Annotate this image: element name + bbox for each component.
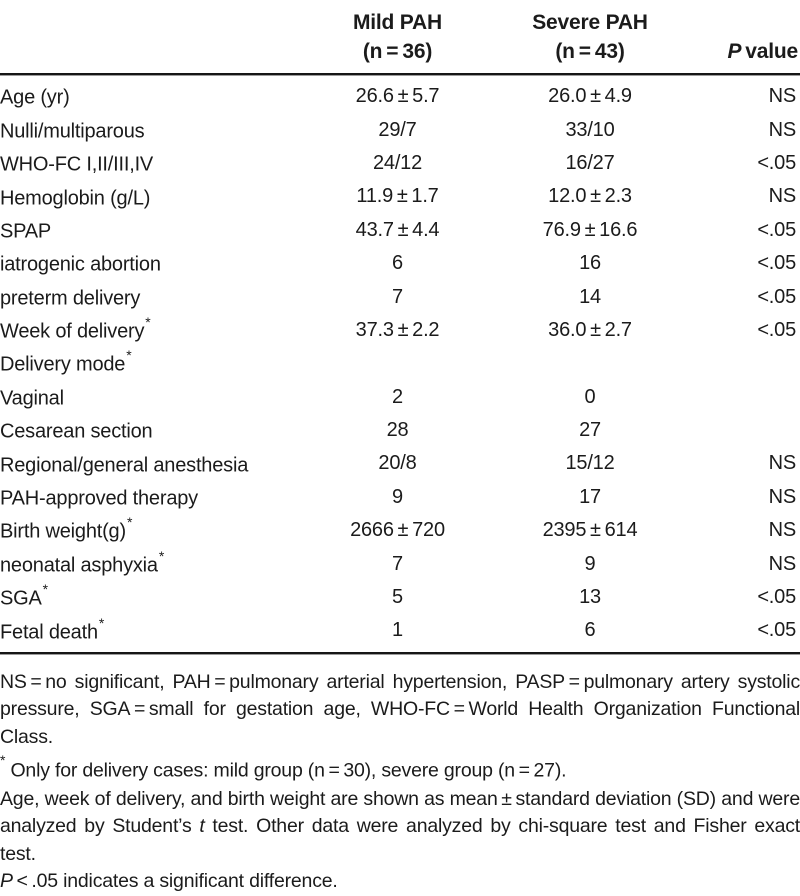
header-row [0, 6, 800, 74]
footnote-asterisk [0, 751, 800, 785]
row-label-cell [0, 74, 305, 113]
severe-value: 12.0 ± 2.3 [548, 185, 632, 208]
footnote-significance-text: < .05 indicates a significant difference. [12, 870, 338, 893]
p-value: NS [768, 485, 796, 508]
table-row [0, 514, 800, 547]
footnote-asterisk-text: Only for delivery cases: mild group (n = 30), severe group (n = 27). [5, 759, 567, 782]
header-severe-line1: Severe PAH [532, 11, 648, 34]
table-row [0, 581, 800, 614]
severe-value: 33/10 [565, 118, 615, 141]
severe-value: 16/27 [565, 151, 615, 174]
header-p-rest: value [741, 40, 798, 63]
row-label: neonatal asphyxia [0, 554, 158, 577]
header-mild-line2: (n = 36) [362, 40, 433, 63]
table-row [0, 113, 800, 146]
mild-value: 6 [392, 252, 403, 275]
severe-value: 2395 ± 614 [542, 519, 638, 542]
header-mild-pah [305, 6, 490, 74]
row-asterisk: * [145, 314, 151, 331]
mild-value: 5 [392, 586, 403, 609]
header-p-italic: P [727, 40, 742, 63]
row-asterisk: * [126, 347, 132, 364]
footnote-significance-italic-p: P [0, 870, 13, 893]
clinical-characteristics-table [0, 6, 800, 654]
row-label: Delivery mode [0, 354, 126, 377]
row-label: Nulli/multiparous [0, 120, 145, 143]
row-label-cell [0, 581, 305, 614]
row-label: Birth weight(g) [0, 521, 126, 544]
severe-value: 27 [579, 419, 601, 442]
table-row [0, 481, 800, 514]
header-severe-pah [490, 6, 690, 74]
header-p-value [690, 6, 800, 74]
table-header [0, 6, 800, 74]
table-row [0, 247, 800, 280]
p-value: NS [768, 452, 796, 475]
mild-value: 7 [392, 285, 403, 308]
row-label-cell [0, 614, 305, 652]
row-label: Cesarean section [0, 420, 153, 443]
mild-value: 9 [392, 485, 403, 508]
row-label-cell [0, 347, 305, 380]
row-label-cell [0, 147, 305, 180]
row-label-cell [0, 547, 305, 580]
row-label: Week of delivery [0, 320, 145, 343]
row-label-cell [0, 481, 305, 514]
row-label: Hemoglobin (g/L) [0, 187, 151, 210]
p-value [690, 381, 800, 414]
table-row [0, 214, 800, 247]
mild-value: 20/8 [378, 452, 417, 475]
p-value [690, 347, 800, 380]
severe-value: 13 [579, 586, 601, 609]
severe-value: 6 [490, 614, 690, 652]
table-row [0, 381, 800, 414]
row-label: preterm delivery [0, 287, 141, 310]
row-label-cell [0, 113, 305, 146]
row-label: Regional/general anesthesia [0, 454, 249, 477]
row-label-cell [0, 447, 305, 480]
row-label-cell [0, 414, 305, 447]
severe-value [490, 347, 690, 380]
footnote-methods-pre: Age, week of delivery, and birth weight are shown as mean ± standard deviation (SD) and were analyzed by Student’s [0, 787, 800, 838]
mild-value: 2 [392, 385, 403, 408]
p-value: NS [768, 519, 796, 542]
row-label-cell [0, 280, 305, 313]
mild-value [305, 347, 490, 380]
mild-value: 43.7 ± 4.4 [355, 218, 440, 241]
table-row [0, 74, 800, 113]
row-label: Vaginal [0, 387, 64, 410]
row-asterisk: * [126, 514, 133, 531]
row-label: SGA [0, 587, 42, 610]
table-row [0, 447, 800, 480]
p-value: NS [768, 552, 796, 575]
p-value: <.05 [757, 151, 796, 174]
mild-value: 29/7 [378, 118, 417, 141]
row-label-cell [0, 314, 305, 347]
mild-value: 2666 ± 720 [350, 519, 445, 542]
mild-value: 24/12 [372, 151, 423, 174]
p-value: <.05 [690, 614, 800, 652]
p-value: NS [768, 185, 796, 208]
p-value: <.05 [757, 586, 796, 609]
table-body [0, 74, 800, 653]
row-label-cell [0, 180, 305, 213]
mild-value: 1 [305, 614, 490, 652]
severe-value: 9 [584, 552, 596, 575]
severe-value: 26.0 ± 4.9 [548, 85, 632, 108]
table-row [0, 180, 800, 213]
severe-value: 15/12 [565, 452, 615, 475]
footnote-methods-post: test. Other data were analyzed by chi-square test and Fisher exact test. [0, 815, 800, 865]
row-label: WHO-FC I,II/III,IV [0, 153, 154, 176]
footnote-asterisk-symbol: * [0, 752, 6, 769]
mild-value: 7 [392, 552, 403, 575]
p-value: NS [768, 85, 796, 108]
p-value [690, 414, 800, 447]
row-label-cell [0, 381, 305, 414]
footnote-significance [0, 868, 800, 896]
header-mild-line1: Mild PAH [352, 11, 442, 34]
mild-value: 37.3 ± 2.2 [355, 318, 440, 341]
footnote-methods-italic-t: t [199, 815, 205, 838]
row-label-cell [0, 514, 305, 547]
severe-value: 76.9 ± 16.6 [542, 218, 638, 241]
p-value: <.05 [757, 252, 796, 275]
row-asterisk: * [98, 614, 105, 631]
footnote-abbreviations: NS = no significant, PAH = pulmonary arterial hypertension, PASP = pulmonary artery systolic pressure, SGA = small for gestation age, WHO-FC = World Health Organization Functional Class. [0, 670, 800, 748]
table-row [0, 280, 800, 313]
footnote-methods [0, 786, 800, 869]
table-row [0, 414, 800, 447]
table-row [0, 347, 800, 380]
table-row [0, 547, 800, 580]
severe-value: 16 [579, 252, 601, 275]
severe-value: 17 [579, 485, 601, 508]
row-label: SPAP [0, 220, 52, 243]
row-label: Age (yr) [0, 87, 70, 110]
header-empty-cell [0, 6, 305, 74]
row-label-cell [0, 214, 305, 247]
p-value: NS [768, 118, 796, 141]
severe-value: 0 [584, 385, 596, 408]
footnotes [0, 669, 800, 896]
header-severe-line2: (n = 43) [555, 40, 625, 63]
row-asterisk: * [42, 581, 48, 598]
mild-value: 26.6 ± 5.7 [355, 85, 440, 108]
severe-value: 36.0 ± 2.7 [548, 318, 632, 341]
table-row [0, 147, 800, 180]
row-label-cell [0, 247, 305, 280]
p-value: <.05 [757, 285, 796, 308]
p-value: <.05 [757, 318, 796, 341]
table-row [0, 614, 800, 652]
severe-value: 14 [579, 285, 601, 308]
p-value: <.05 [757, 218, 796, 241]
row-label: iatrogenic abortion [0, 253, 161, 276]
table-row [0, 314, 800, 347]
mild-value: 28 [386, 419, 409, 442]
row-asterisk: * [158, 547, 165, 564]
row-label: PAH-approved therapy [0, 487, 198, 510]
row-label: Fetal death [0, 621, 98, 644]
mild-value: 11.9 ± 1.7 [356, 185, 439, 208]
